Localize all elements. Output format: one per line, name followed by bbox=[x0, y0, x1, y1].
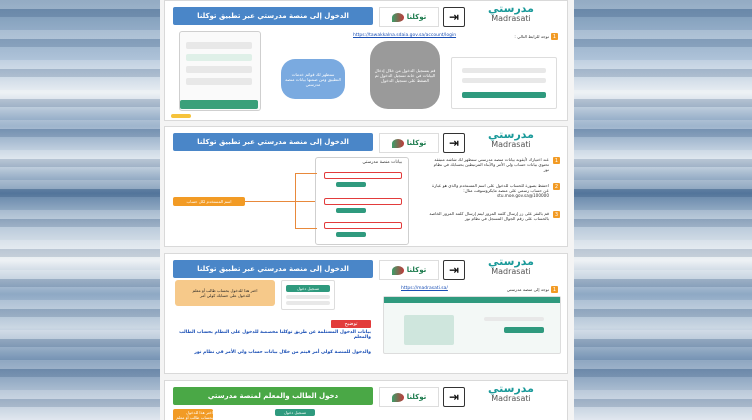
note-text: بيانات الدخول المستلمة عن طريق توكلنا مخصصة للدخول على النظام بحساب الطالب والمعلم bbox=[179, 330, 371, 340]
slide-4 bbox=[164, 380, 568, 420]
list-title: بيانات منصة مدرستي bbox=[362, 160, 402, 165]
login-arrow-icon: ⇥ bbox=[443, 260, 465, 280]
document-page bbox=[160, 0, 574, 420]
slide-1 bbox=[164, 0, 568, 121]
step-text: احتفظ بصورة للحساب للدخول على اسم المستخدم والذي هو عبارة عن حساب رسمي على منصة مايكروسوفت مثال: 100000@stu.moe.gov.sa bbox=[432, 183, 549, 198]
microsoft-option bbox=[286, 295, 330, 299]
phone-screenshot bbox=[179, 31, 261, 111]
account-username-field bbox=[324, 198, 402, 205]
hero-text bbox=[484, 317, 544, 321]
step-number: 2 bbox=[554, 183, 559, 190]
madrasati-logo: مدرستي Madrasati bbox=[488, 2, 534, 23]
login-options-box bbox=[175, 280, 275, 306]
noor-option bbox=[286, 301, 330, 305]
yellow-tag bbox=[171, 114, 191, 118]
tawakkalna-logo: توكلنا bbox=[379, 7, 439, 27]
bottom-nav-bar bbox=[180, 100, 258, 109]
step-number: 1 bbox=[552, 286, 557, 293]
hint-box: اختر هذا للدخول بحساب طالب أو معلم bbox=[173, 409, 213, 420]
step-instruction: توجه للرابط التالي : bbox=[514, 34, 549, 39]
service-row bbox=[186, 42, 252, 49]
madrasati-homepage-screenshot bbox=[383, 296, 561, 354]
tawakkalna-mark-icon bbox=[392, 266, 404, 275]
guardian-option: للدخول على حسابك كولي أمر bbox=[200, 293, 250, 298]
login-panel-screenshot bbox=[281, 280, 335, 310]
blurred-background-left bbox=[0, 0, 160, 420]
connector-line bbox=[295, 173, 317, 174]
tawakkalna-mark-icon bbox=[392, 393, 404, 402]
note-text: والدخول للمنصة كولي أمر فيتم من خلال بيانات حساب ولي الأمر في نظام نور bbox=[194, 350, 371, 355]
slide-2-header: الدخول إلى منصة مدرستي عبر تطبيق توكلنا bbox=[173, 133, 373, 151]
info-bubble: ستظهر لك قوائم خدمات التطبيق ومن ضمنها بيانات منصة مدرستي bbox=[281, 59, 345, 99]
send-password-button bbox=[336, 182, 366, 187]
password-field bbox=[462, 78, 546, 83]
account-username-field bbox=[324, 172, 402, 179]
username-label-tag: اسم المستخدم لكل حساب bbox=[173, 197, 245, 206]
student-teacher-option: اختر هذا للدخول بحساب طالب أو معلم bbox=[192, 288, 258, 293]
accounts-list-screenshot bbox=[315, 157, 409, 245]
service-row bbox=[186, 78, 252, 85]
hero-login-button bbox=[504, 327, 544, 333]
blurred-background-right bbox=[574, 0, 752, 420]
tawakkalna-mark-icon bbox=[392, 139, 404, 148]
username-field bbox=[462, 68, 546, 73]
service-row bbox=[186, 66, 252, 73]
connector-line bbox=[295, 173, 296, 229]
step-number: 1 bbox=[552, 33, 557, 40]
step-text: عند اختيارك لأيقونة بيانات منصة مدرستي ستظهر لك شاشة منبثقة تحتوي بيانات حساب ولي الأمر والأبناء المرتبطين بحسابك في نظام نور bbox=[433, 157, 549, 172]
tawakkalna-logo: توكلنا bbox=[379, 133, 439, 153]
madrasati-logo: مدرستي Madrasati bbox=[488, 382, 534, 403]
slide-4-header: دخول الطالب والمعلم لمنصة مدرستي bbox=[173, 387, 373, 405]
step-instruction: توجه إلى منصة مدرستي bbox=[506, 287, 549, 292]
login-button bbox=[462, 92, 546, 98]
service-row bbox=[186, 54, 252, 61]
slide-3 bbox=[164, 253, 568, 374]
slide-2 bbox=[164, 126, 568, 247]
account-username-field bbox=[324, 222, 402, 229]
login-button: تسجيل دخول bbox=[286, 285, 330, 292]
info-bubble: قم بتسجيل الدخول من خلال إدخال البيانات في خانة تسجيل الدخول ثم الضغط على تسجيل الدخول bbox=[370, 41, 440, 109]
send-password-button bbox=[336, 208, 366, 213]
login-button: تسجيل دخول bbox=[275, 409, 315, 416]
login-arrow-icon: ⇥ bbox=[443, 133, 465, 153]
connector-line bbox=[295, 228, 317, 229]
tawakkalna-logo: توكلنا bbox=[379, 260, 439, 280]
madrasati-logo: مدرستي Madrasati bbox=[488, 128, 534, 149]
hero-illustration bbox=[404, 315, 454, 345]
login-arrow-icon: ⇥ bbox=[443, 387, 465, 407]
login-arrow-icon: ⇥ bbox=[443, 7, 465, 27]
note-title: توضيح bbox=[331, 320, 371, 328]
tawakkalna-logo: توكلنا bbox=[379, 387, 439, 407]
login-form-screenshot bbox=[451, 57, 557, 109]
madrasati-link[interactable]: https://madrasati.sa/ bbox=[401, 286, 448, 291]
slide-1-header: الدخول إلى منصة مدرستي عبر تطبيق توكلنا bbox=[173, 7, 373, 25]
tawakkalna-login-link[interactable]: https://tawakkalna.sdaia.gov.sa/account/login bbox=[353, 33, 457, 38]
site-header-bar bbox=[384, 297, 560, 303]
tawakkalna-mark-icon bbox=[392, 13, 404, 22]
connector-line bbox=[245, 201, 315, 202]
madrasati-logo: مدرستي Madrasati bbox=[488, 255, 534, 276]
slide-3-header: الدخول إلى منصة مدرستي عبر تطبيق توكلنا bbox=[173, 260, 373, 278]
step-number: 3 bbox=[554, 211, 559, 218]
step-number: 1 bbox=[554, 157, 559, 164]
send-password-button bbox=[336, 232, 366, 237]
step-text: قم بالنقر على زر إرسال كلمة المرور ليتم إرسال كلمة المرور الخاصة بالحساب على رقم الجوال المسجل في نظام نور bbox=[429, 211, 549, 221]
